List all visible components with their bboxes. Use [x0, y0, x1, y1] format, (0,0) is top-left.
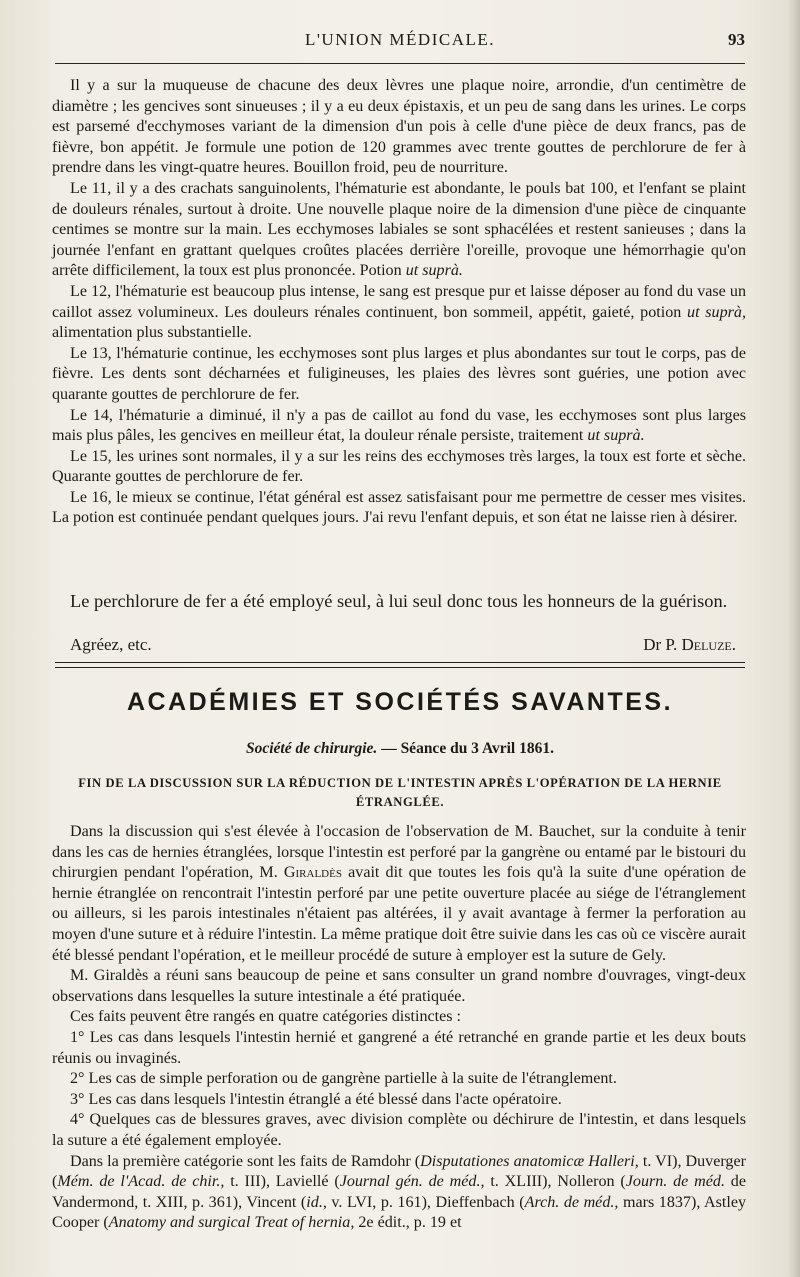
ref-title: Arch. de méd.,	[524, 1193, 619, 1211]
paragraph-text: Le 14, l'hématurie a diminué, il n'y a pas de caillot au fond du vase, les ecchymoses sont plus larges mais plus pâles, les gencives en meilleur état, la douleur rénale persiste, traitement	[52, 406, 746, 445]
discussion-body	[52, 822, 746, 1234]
signature	[643, 635, 736, 655]
paragraph-text: Le 12, l'hématurie est beaucoup plus intense, le sang est presque pur et laisse déposer au fond du vase un caillot assez volumineux. Les douleurs rénales continuent, bon sommeil, appétit, gaieté, potion	[52, 282, 746, 321]
subject-line: FIN DE LA DISCUSSION SUR LA RÉDUCTION DE L'INTESTIN APRÈS L'OPÉRATION DE LA HERNIE	[78, 776, 722, 790]
paragraph-text: Dans la discussion qui s'est élevée à l'occasion de l'observation de M. Bauchet, sur la conduite à tenir dans les cas de hernies étranglées, lorsque l'intestin est perforé par la gangrène ou entamé par le bistouri du chirurgien pendant l'opération, M.	[52, 823, 746, 882]
page-number: 93	[728, 30, 745, 49]
letter-paragraph	[52, 488, 746, 529]
paragraph-text: Le 13, l'hématurie continue, les ecchymoses sont plus larges et plus abondantes sur tout le corps, pas de fièvre. Les dents sont décharnées et fuligineuses, les plaies des lèvres sont guéries, une potion avec quarante gouttes de perchlorure de fer.	[52, 344, 746, 403]
letter-body	[52, 76, 746, 529]
paragraph-italic: ut suprà.	[587, 427, 645, 445]
ref-title: Disputationes anatomicæ Halleri,	[420, 1152, 639, 1170]
ref-text: 2e édit., p. 19 et	[354, 1214, 462, 1232]
section-title: ACADÉMIES ET SOCIÉTÉS SAVANTES.	[126, 688, 674, 716]
paragraph-text: Le 15, les urines sont normales, il y a sur les reins des ecchymoses très larges, la toux est forte et sèche. Quarante gouttes de perchlorure de fer.	[52, 447, 746, 486]
paragraph-text-after: alimentation plus substantielle.	[52, 324, 252, 342]
ref-title: Mém. de l'Acad. de chir.,	[57, 1173, 225, 1191]
ref-text: t. VI), Duverger (	[52, 1152, 746, 1191]
ref-text: de Vandermond, t. XIII, p. 361), Vincent (	[52, 1173, 746, 1211]
session-date: — Séance du 3 Avril 1861.	[381, 740, 554, 757]
category-item: 3° Les cas dans lesquels l'intestin étranglé a été blessé dans l'acte opératoire.	[70, 1090, 562, 1108]
category-item: 4° Quelques cas de blessures graves, avec division complète ou déchirure de l'intestin, et dans lesquels la suture a été également employée.	[52, 1111, 746, 1149]
ref-text: t. III), Laviellé (	[224, 1173, 340, 1191]
society-heading	[55, 740, 745, 758]
ref-text: Dans la première catégorie sont les faits de Ramdohr (	[70, 1152, 421, 1170]
running-title: L'UNION MÉDICALE.	[304, 30, 496, 49]
running-header	[55, 30, 745, 56]
ref-text: t. XLIII), Nolleron (	[484, 1173, 626, 1191]
paragraph-italic: ut suprà,	[687, 303, 746, 321]
paragraph-italic: ut suprà.	[405, 262, 463, 280]
ref-text: v. LVI, p. 161), Dieffenbach (	[326, 1193, 525, 1211]
references-paragraph	[52, 1152, 746, 1234]
signature-name: Deluze.	[681, 635, 736, 654]
ref-text: mars 1837), Astley Cooper (	[52, 1193, 747, 1232]
signature-prefix: Dr P.	[643, 635, 678, 654]
letter-closing	[52, 590, 746, 612]
paragraph-text: Le 16, le mieux se continue, l'état général est assez satisfaisant pour me permettre de cesser mes visites. La potion est continuée pendant quelques jours. J'ai revu l'enfant depuis, et son état ne laisse rien à désirer.	[52, 488, 746, 527]
discussion-paragraph	[52, 822, 746, 966]
discussion-paragraph: Ces faits peuvent être rangés en quatre catégories distinctes :	[70, 1008, 462, 1026]
paragraph-text-after: avait dit que toutes les fois qu'à la suite d'une opération de hernie étranglée on rencontrait l'intestin perforé par une petite ouverture placée au siége de l'étranglement ou ailleurs, si les parois intestinales n'étaient pas altérées, il y avait avantage à fermer la perforation au moyen d'une suture et à réduire l'intestin. La même pratique doit être suivie dans les cas où ce viscère aurait été blessé pendant l'opération, et le meilleur procédé de suture à employer est la suture de Gely.	[52, 864, 747, 964]
closing-sentence: Le perchlorure de fer a été employé seul, à lui seul donc tous les honneurs de la guérison.	[70, 591, 728, 611]
ref-title: Anatomy and surgical Treat of hernia,	[108, 1214, 355, 1232]
letter-paragraph	[52, 447, 746, 488]
signoff	[70, 635, 736, 657]
ref-title: id.,	[306, 1193, 327, 1211]
letter-paragraph	[52, 179, 746, 282]
ref-title: Journ. de méd.	[625, 1173, 725, 1191]
letter-paragraph	[52, 344, 746, 406]
category-item: 1° Les cas dans lesquels l'intestin hernié et gangrené a été retranché en grande partie et les deux bouts réunis ou invaginés.	[52, 1028, 746, 1067]
paragraph-text: Le 11, il y a des crachats sanguinolents, l'hématurie est abondante, le pouls bat 100, et l'enfant se plaint de douleurs rénales, surtout à droite. Une nouvelle plaque noire de la dimension d'une pièce de cinquante centimes se montre sur la main. Les ecchymoses labiales se sont sphacélées et restent sanieuses ; dans la journée l'enfant en grattant quelques croûtes placées derrière l'oreille, provoque une hémorrhagie qu'on arrête difficilement, la toux est plus prononcée. Potion	[52, 179, 746, 280]
salutation: Agréez, etc.	[70, 635, 152, 654]
letter-paragraph	[52, 282, 746, 344]
page-edge-shadow	[788, 0, 800, 1277]
category-item: 2° Les cas de simple perforation ou de gangrène partielle à la suite de l'étranglement.	[70, 1070, 617, 1088]
subject-line: ÉTRANGLÉE.	[355, 795, 445, 809]
discussion-paragraph: M. Giraldès a réuni sans beaucoup de peine et sans consulter un grand nombre d'ouvrages, vingt-deux observations dans lesquelles la suture intestinale a été pratiquée.	[52, 967, 746, 1005]
society-name: Société de chirurgie.	[246, 740, 378, 757]
header-rule	[55, 63, 745, 64]
paragraph-text: Il y a sur la muqueuse de chacune des deux lèvres une plaque noire, arrondie, d'un centimètre de diamètre ; les gencives sont sinueuses ; il y a eu deux épistaxis, et un peu de sang dans les urines. Le corps est parsemé d'ecchymoses variant de la dimension d'un pois à celle d'une pièce de deux francs, pas de fièvre, bon appétit. Je formule une potion de 120 grammes avec trente gouttes de perchlorure de fer à prendre dans les vingt-quatre heures. Bouillon froid, peu de nourriture.	[52, 77, 746, 177]
letter-paragraph	[52, 76, 746, 179]
author-name: Giraldès	[283, 864, 342, 882]
letter-paragraph	[52, 406, 746, 447]
section-divider	[55, 662, 745, 668]
ref-title: Journal gén. de méd.,	[339, 1173, 485, 1191]
discussion-subject	[55, 774, 745, 812]
